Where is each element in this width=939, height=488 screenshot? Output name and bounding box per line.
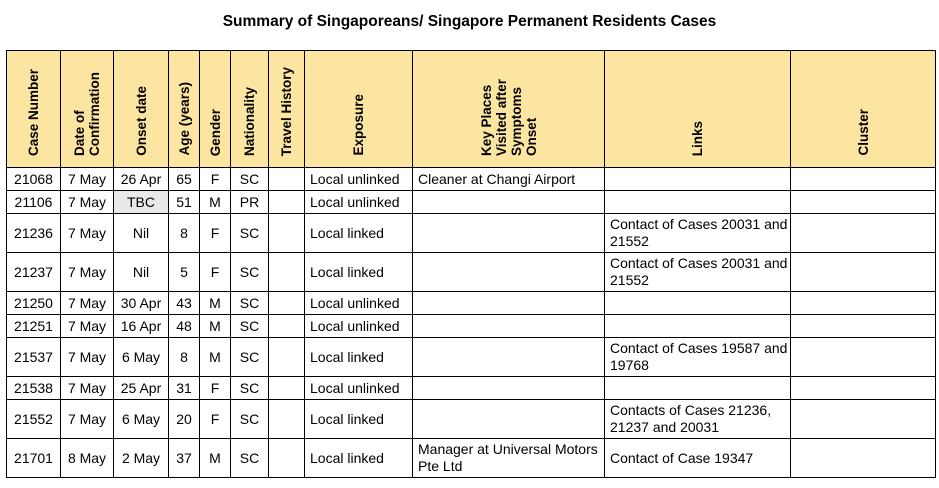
cell-key-places: [413, 292, 605, 315]
cell-travel-history: [269, 400, 305, 439]
cell-onset-date: Nil: [114, 214, 169, 253]
cell-key-places: [413, 214, 605, 253]
cell-age: 37: [169, 439, 200, 478]
cell-travel-history: [269, 338, 305, 377]
cell-case-number: 21237: [7, 253, 61, 292]
cell-onset-date: 30 Apr: [114, 292, 169, 315]
table-row: [7, 253, 936, 292]
header-date-confirmation: Date of Confirmation: [61, 51, 114, 168]
cell-exposure: Local linked: [305, 214, 413, 253]
cell-cluster: [791, 292, 936, 315]
cell-exposure: Local linked: [305, 253, 413, 292]
cell-gender: M: [200, 315, 231, 338]
header-case-number: Case Number: [7, 51, 61, 168]
cell-exposure: Local unlinked: [305, 191, 413, 214]
cell-travel-history: [269, 315, 305, 338]
cell-gender: F: [200, 400, 231, 439]
cell-confirmation-date: 7 May: [61, 214, 114, 253]
cell-age: 20: [169, 400, 200, 439]
cell-nationality: SC: [231, 338, 269, 377]
cell-exposure: Local unlinked: [305, 315, 413, 338]
cell-nationality: SC: [231, 214, 269, 253]
cell-onset-date: Nil: [114, 253, 169, 292]
cell-key-places: [413, 338, 605, 377]
cell-key-places: [413, 400, 605, 439]
page-title: Summary of Singaporeans/ Singapore Permanent Residents Cases: [222, 13, 717, 30]
cell-links: Contact of Cases 20031 and 21552: [605, 253, 791, 292]
cell-gender: F: [200, 214, 231, 253]
header-key-places: Key Places Visited after Symptoms Onset: [413, 51, 605, 168]
cell-onset-date: 25 Apr: [114, 377, 169, 400]
header-exposure: Exposure: [305, 51, 413, 168]
cell-travel-history: [269, 292, 305, 315]
cell-age: 8: [169, 214, 200, 253]
cell-case-number: 21068: [7, 168, 61, 191]
cell-cluster: [791, 191, 936, 214]
cell-gender: F: [200, 168, 231, 191]
cell-nationality: SC: [231, 292, 269, 315]
cell-onset-date: 6 May: [114, 338, 169, 377]
cell-travel-history: [269, 253, 305, 292]
cell-links: [605, 377, 791, 400]
cases-table: [6, 50, 936, 478]
cell-case-number: 21236: [7, 214, 61, 253]
cell-gender: F: [200, 377, 231, 400]
cell-cluster: [791, 168, 936, 191]
cell-age: 5: [169, 253, 200, 292]
cell-cluster: [791, 377, 936, 400]
cell-nationality: SC: [231, 253, 269, 292]
cell-key-places: Cleaner at Changi Airport: [413, 168, 605, 191]
cell-travel-history: [269, 439, 305, 478]
cell-confirmation-date: 7 May: [61, 338, 114, 377]
cell-exposure: Local unlinked: [305, 377, 413, 400]
table-row: [7, 400, 936, 439]
cell-exposure: Local linked: [305, 400, 413, 439]
cell-exposure: Local linked: [305, 338, 413, 377]
cell-confirmation-date: 7 May: [61, 253, 114, 292]
cell-links: Contact of Case 19347: [605, 439, 791, 478]
cell-travel-history: [269, 377, 305, 400]
cell-key-places: Manager at Universal Motors Pte Ltd: [413, 439, 605, 478]
cell-travel-history: [269, 168, 305, 191]
cell-age: 65: [169, 168, 200, 191]
header-travel-history: Travel History: [269, 51, 305, 168]
cell-confirmation-date: 8 May: [61, 439, 114, 478]
cell-case-number: 21106: [7, 191, 61, 214]
cell-cluster: [791, 400, 936, 439]
table-row: [7, 439, 936, 478]
cell-age: 31: [169, 377, 200, 400]
table-row: [7, 191, 936, 214]
cell-exposure: Local unlinked: [305, 292, 413, 315]
cell-travel-history: [269, 214, 305, 253]
cell-exposure: Local unlinked: [305, 168, 413, 191]
cell-links: Contacts of Cases 21236, 21237 and 20031: [605, 400, 791, 439]
header-age: Age (years): [169, 51, 200, 168]
cell-age: 8: [169, 338, 200, 377]
cell-onset-date: 2 May: [114, 439, 169, 478]
cell-nationality: PR: [231, 191, 269, 214]
cell-exposure: Local linked: [305, 439, 413, 478]
cell-links: [605, 315, 791, 338]
cell-nationality: SC: [231, 439, 269, 478]
cell-gender: F: [200, 253, 231, 292]
cell-gender: M: [200, 292, 231, 315]
table-row: [7, 315, 936, 338]
cell-age: 43: [169, 292, 200, 315]
cell-case-number: 21537: [7, 338, 61, 377]
header-onset-date: Onset date: [114, 51, 169, 168]
table-row: [7, 292, 936, 315]
cell-age: 51: [169, 191, 200, 214]
table-row: [7, 338, 936, 377]
cell-key-places: [413, 191, 605, 214]
cell-confirmation-date: 7 May: [61, 191, 114, 214]
cell-travel-history: [269, 191, 305, 214]
cell-case-number: 21250: [7, 292, 61, 315]
cell-case-number: 21251: [7, 315, 61, 338]
cell-confirmation-date: 7 May: [61, 315, 114, 338]
cell-nationality: SC: [231, 377, 269, 400]
cell-key-places: [413, 253, 605, 292]
cell-onset-date: 16 Apr: [114, 315, 169, 338]
table-row: [7, 377, 936, 400]
header-cluster: Cluster: [791, 51, 936, 168]
cell-confirmation-date: 7 May: [61, 400, 114, 439]
cell-onset-date: 26 Apr: [114, 168, 169, 191]
cell-confirmation-date: 7 May: [61, 292, 114, 315]
cell-onset-date: TBC: [114, 191, 169, 214]
cell-case-number: 21538: [7, 377, 61, 400]
cell-cluster: [791, 253, 936, 292]
cell-gender: M: [200, 338, 231, 377]
cell-cluster: [791, 315, 936, 338]
cell-confirmation-date: 7 May: [61, 168, 114, 191]
cell-nationality: SC: [231, 168, 269, 191]
cell-confirmation-date: 7 May: [61, 377, 114, 400]
header-nationality: Nationality: [231, 51, 269, 168]
header-links: Links: [605, 51, 791, 168]
cell-links: [605, 191, 791, 214]
cell-links: Contact of Cases 19587 and 19768: [605, 338, 791, 377]
cell-onset-date: 6 May: [114, 400, 169, 439]
cell-gender: M: [200, 191, 231, 214]
table-row: [7, 168, 936, 191]
cell-cluster: [791, 439, 936, 478]
cell-nationality: SC: [231, 400, 269, 439]
header-row: [7, 51, 936, 168]
cell-cluster: [791, 338, 936, 377]
header-gender: Gender: [200, 51, 231, 168]
cell-case-number: 21552: [7, 400, 61, 439]
table-row: [7, 214, 936, 253]
cell-cluster: [791, 214, 936, 253]
cell-nationality: SC: [231, 315, 269, 338]
cell-links: Contact of Cases 20031 and 21552: [605, 214, 791, 253]
cell-case-number: 21701: [7, 439, 61, 478]
cell-key-places: [413, 315, 605, 338]
cell-links: [605, 292, 791, 315]
cell-key-places: [413, 377, 605, 400]
cell-links: [605, 168, 791, 191]
cell-gender: M: [200, 439, 231, 478]
cell-age: 48: [169, 315, 200, 338]
